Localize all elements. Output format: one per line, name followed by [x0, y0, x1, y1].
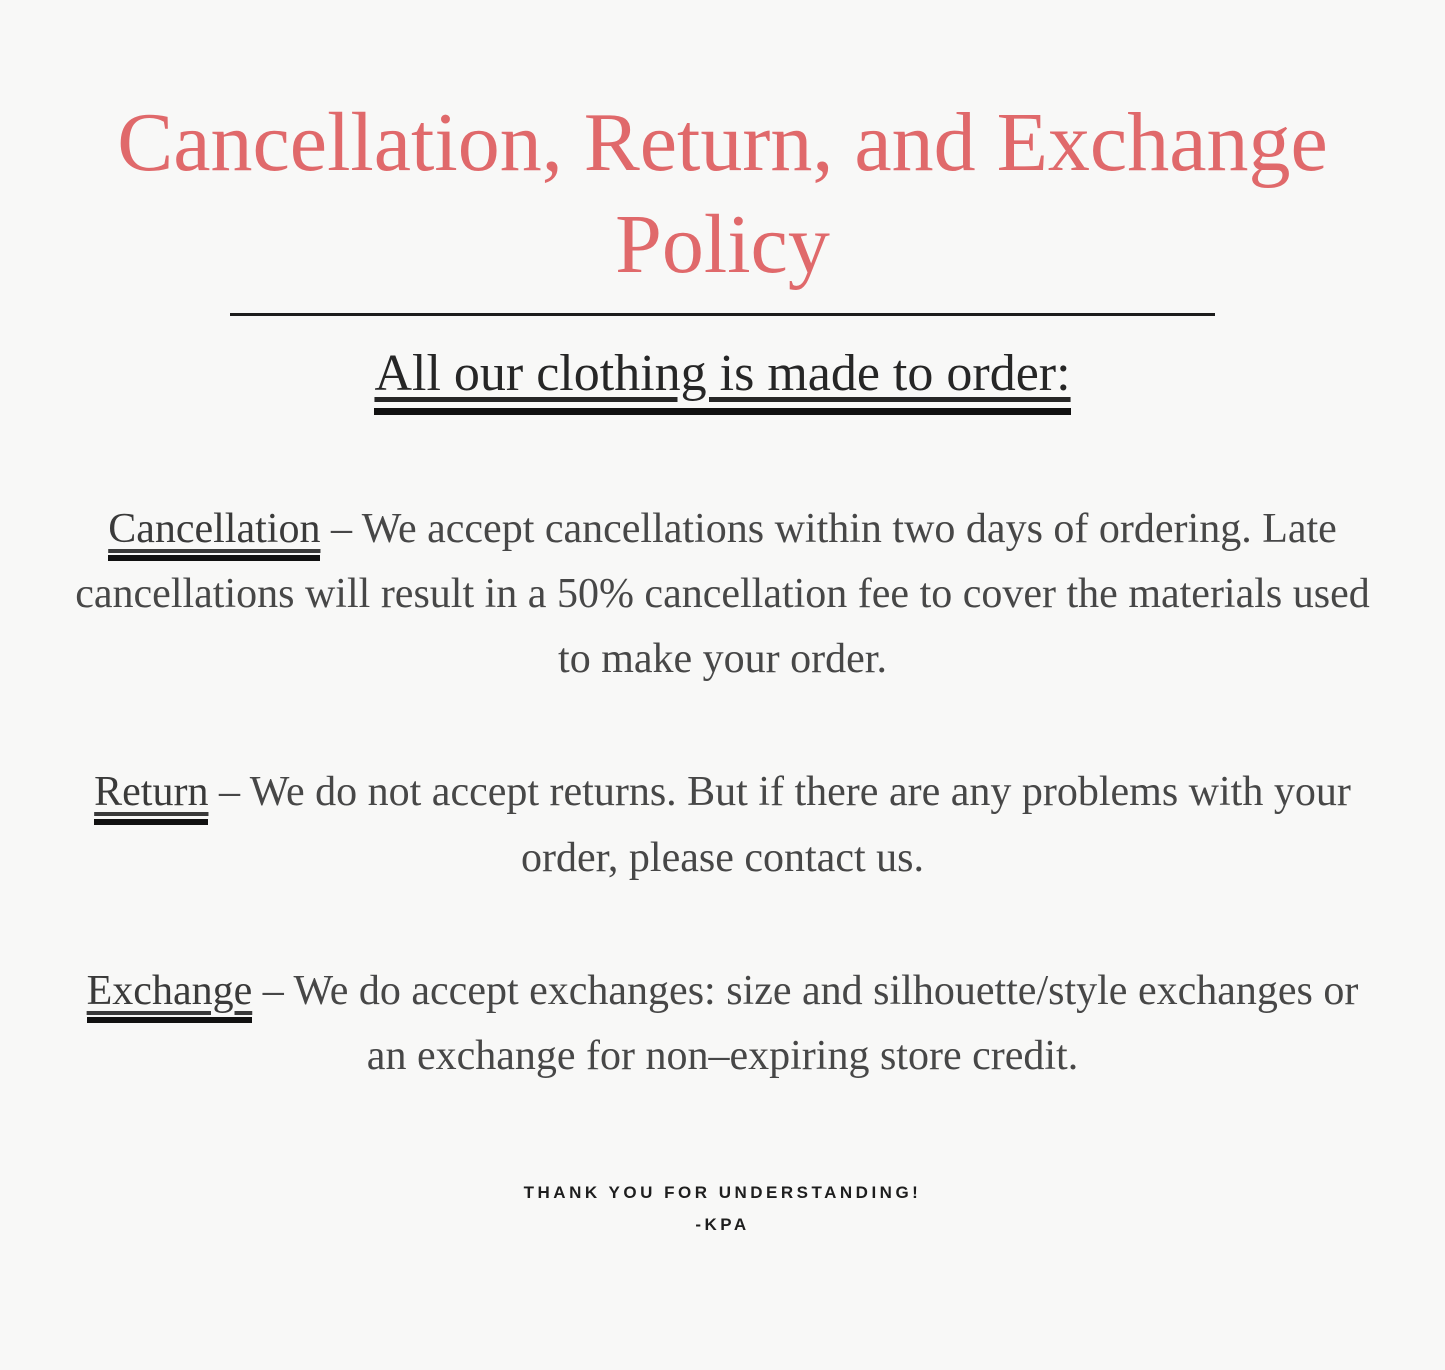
- return-text: – We do not accept returns. But if there are any problems with your order, please contact us.: [218, 769, 1351, 881]
- page-title-line-2: Policy: [615, 198, 830, 292]
- exchange-text: – We do accept exchanges: size and silhouette/style exchanges or an exchange for non–expiring store credit.: [262, 967, 1359, 1079]
- page-title-line-1: Cancellation, Return, and Exchange: [117, 96, 1328, 189]
- policy-section-cancellation: [73, 497, 1373, 692]
- exchange-keyword: Exchange: [87, 968, 253, 1023]
- footer-signature: -KPA: [695, 1215, 750, 1235]
- subtitle: [374, 344, 1070, 415]
- footer: [524, 1177, 922, 1242]
- subtitle-text: All our clothing is made to order:: [374, 345, 1070, 415]
- policy-section-exchange: [73, 959, 1373, 1089]
- footer-thanks: THANK YOU FOR UNDERSTANDING!: [523, 1182, 922, 1202]
- title-divider: [230, 313, 1215, 316]
- cancellation-keyword: Cancellation: [108, 506, 320, 561]
- cancellation-text: – We accept cancellations within two days of ordering. Late cancellations will result in a 50% cancellation fee to cover the materials used to make your order.: [75, 506, 1370, 683]
- page-title: [117, 92, 1328, 297]
- policy-section-return: [73, 760, 1373, 890]
- return-keyword: Return: [94, 769, 208, 824]
